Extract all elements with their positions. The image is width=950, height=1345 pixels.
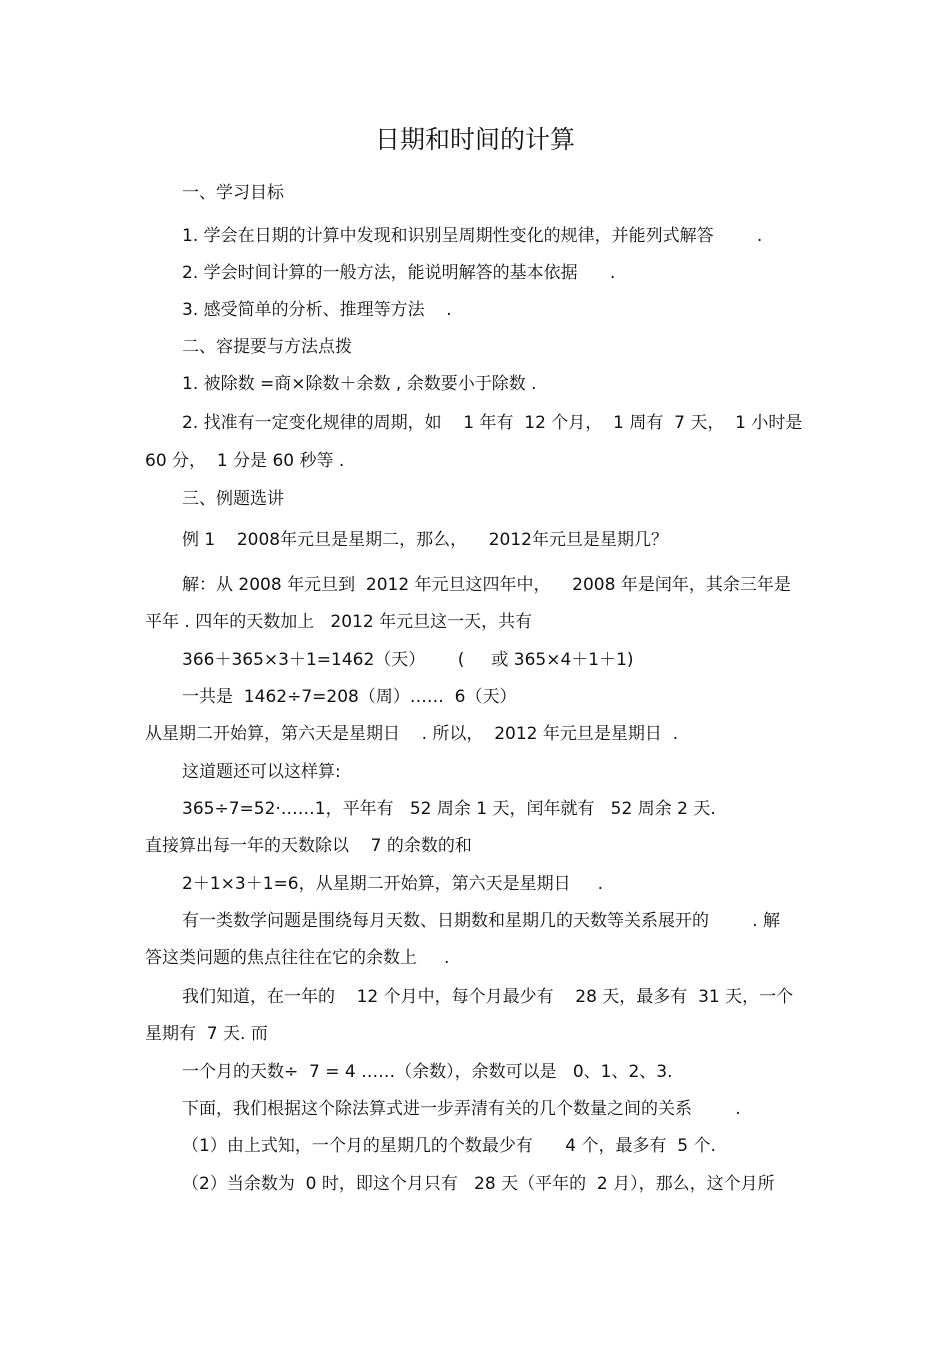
paragraph-line: 星期有 7 天. 而 [145,1024,268,1044]
paragraph-line: 解：从 2008 年元旦到 2012 年元旦这四年中， 2008 年是闰年，其余三年是 [182,575,791,595]
paragraph-line: （2）当余数为 0 时，即这个月只有 28 天（平年的 2 月），那么，这个月所 [182,1174,775,1194]
formula-line: 一个月的天数÷ 7 = 4 ……（余数），余数可以是 0、1、2、3. [182,1062,673,1082]
paragraph-line: 我们知道，在一年的 12 个月中，每个月最少有 28 天，最多有 31 天，一个 [182,987,794,1007]
paragraph-line: 60 分， 1 分是 60 秒等 . [145,451,345,471]
formula-line: 365÷7=52·……1，平年有 52 周余 1 天，闰年就有 52 周余 2 天. [182,799,716,819]
paragraph-line: 直接算出每一年的天数除以 7 的余数的和 [145,836,472,856]
paragraph-line: 这道题还可以这样算: [182,762,341,782]
example-title: 例 1 2008年元旦是星期二，那么， 2012年元旦是星期几？ [182,530,668,550]
paragraph-line: 答这类问题的焦点往往在它的余数上 . [145,948,450,968]
paragraph-line: 有一类数学问题是围绕每月天数、日期数和星期几的天数等关系展开的 . 解 [182,911,781,931]
paragraph-line: 1. 学会在日期的计算中发现和识别呈周期性变化的规律，并能列式解答 . [182,226,763,246]
paragraph-line: 2. 找准有一定变化规律的周期，如 1 年有 12 个月， 1 周有 7 天， 1 小时是 [182,413,803,433]
section-heading: 三、例题选讲 [182,489,284,509]
paragraph-line: 1. 被除数 =商×除数＋余数 , 余数要小于除数 . [182,374,537,394]
paragraph-line: （1）由上式知，一个月的星期几的个数最少有 4 个，最多有 5 个. [182,1136,716,1156]
formula-line: 一共是 1462÷7=208（周）…… 6（天） [182,687,517,707]
paragraph-line: 2. 学会时间计算的一般方法，能说明解答的基本依据 . [182,263,616,283]
section-heading: 一、学习目标 [182,183,284,203]
formula-line: 366＋365×3＋1=1462（天） ( 或 365×4＋1＋1) [182,650,634,670]
page-title: 日期和时间的计算 [374,125,575,154]
paragraph-line: 3. 感受简单的分析、推理等方法 . [182,300,452,320]
paragraph-line: 下面，我们根据这个除法算式进一步弄清有关的几个数量之间的关系 . [182,1099,741,1119]
paragraph-line: 平年 . 四年的天数加上 2012 年元旦这一天，共有 [145,612,533,632]
paragraph-line: 从星期二开始算，第六天是星期日 . 所以， 2012 年元旦是星期日 . [145,724,679,744]
section-heading: 二、容提要与方法点拨 [182,337,352,357]
formula-line: 2＋1×3＋1=6，从星期二开始算，第六天是星期日 . [182,874,603,894]
